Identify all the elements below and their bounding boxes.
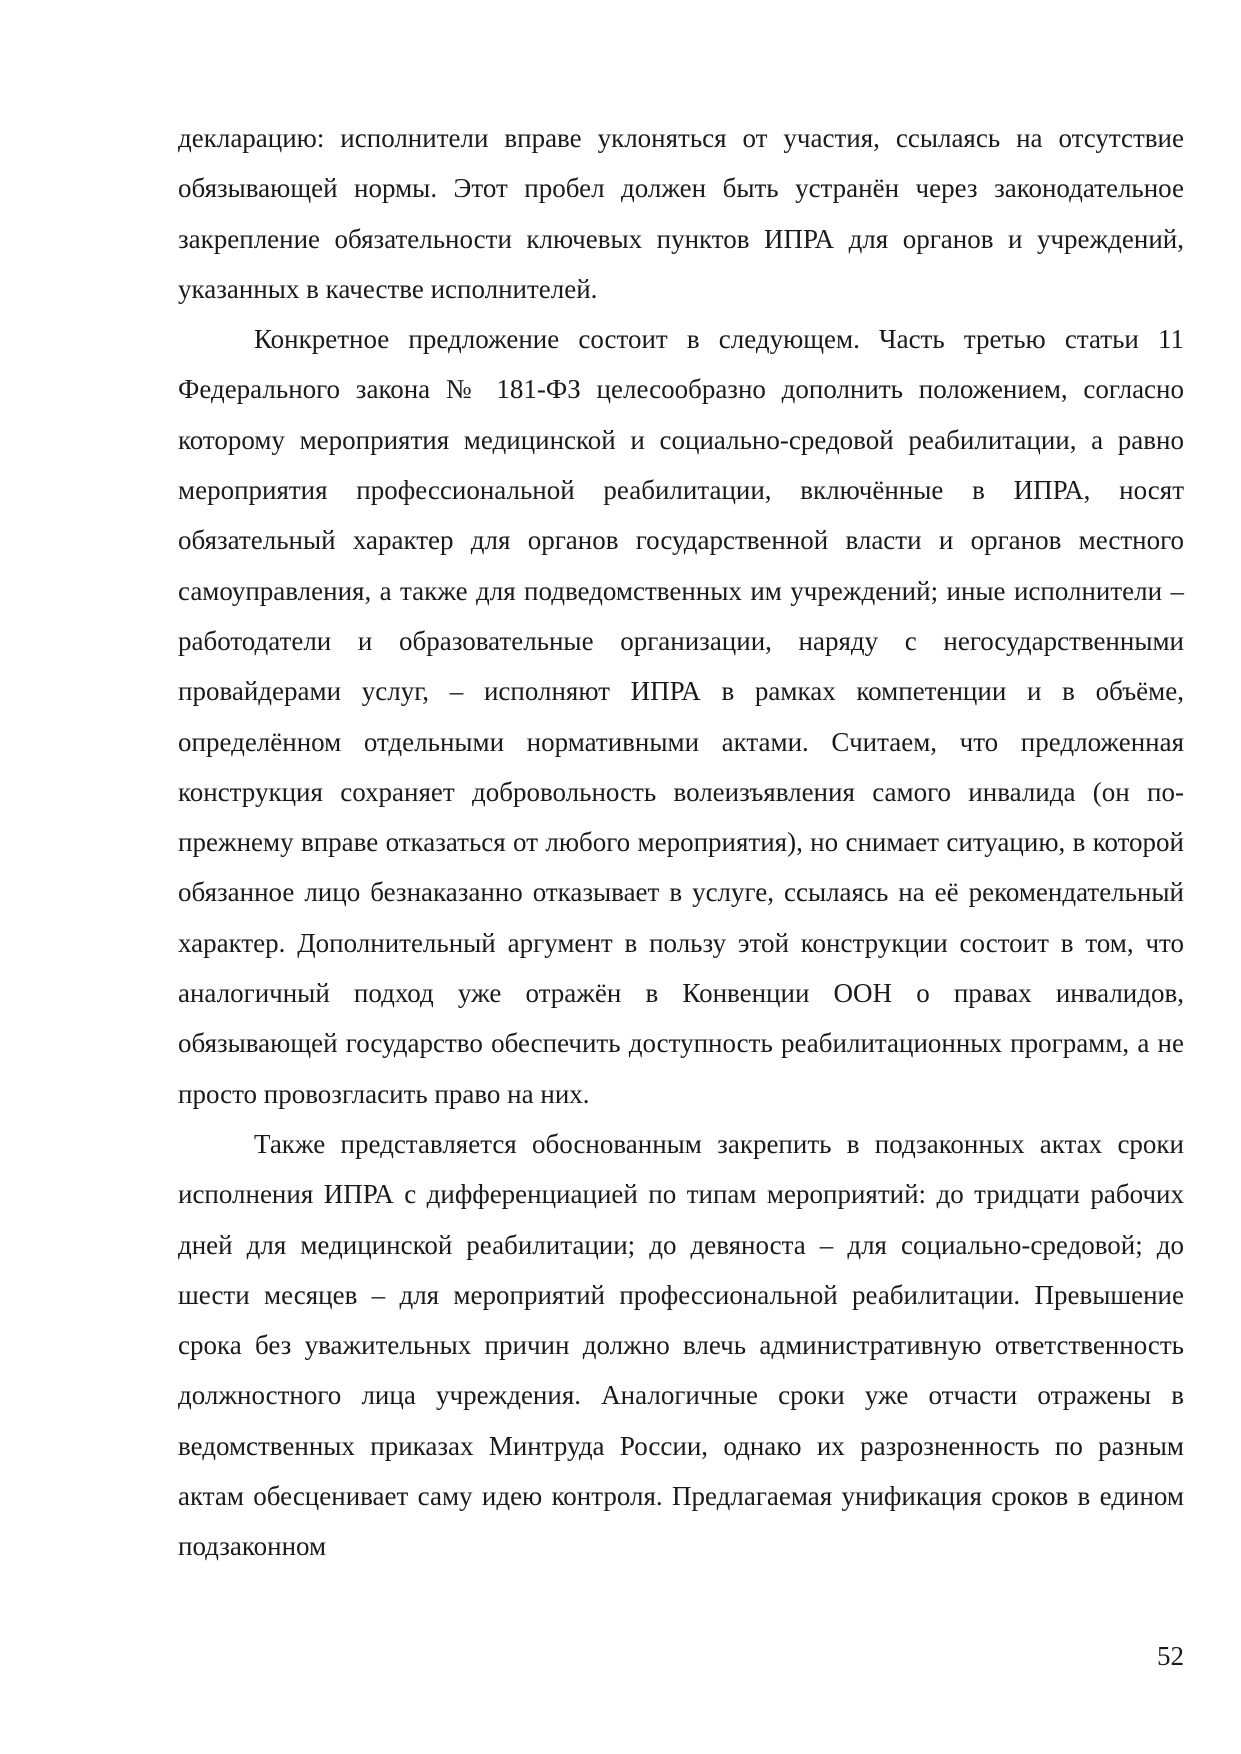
body-text [178,113,1184,1572]
page-number: 52 [1157,1641,1184,1671]
paragraph-1: декларацию: исполнители вправе уклоняться от участия, ссылаясь на отсутствие обязывающей нормы. Этот пробел должен быть устранён через законодательное закрепление обязательности ключевых пунктов ИПРА для органов и учреждений, указанных в качестве исполнителей. [178,123,1184,304]
paragraph-3: Также представляется обоснованным закрепить в подзаконных актах сроки исполнения ИПРА с дифференциацией по типам мероприятий: до тридцати рабочих дней для медицинской реабилитации; до девяноста – для социально-средовой; до шести месяцев – для мероприятий профессиональной реабилитации. Превышение срока без уважительных причин должно влечь административную ответственность должностного лица учреждения. Аналогичные сроки уже отчасти отражены в ведомственных приказах Минтруда России, однако их разрозненность по разным актам обесценивает саму идею контроля. Предлагаемая унификация сроков в едином подзаконном [178,1128,1184,1562]
paragraph-2: Конкретное предложение состоит в следующем. Часть третью статьи 11 Федерального закона № 181-ФЗ целесообразно дополнить положением, согласно которому мероприятия медицинской и социально-средовой реабилитации, а равно мероприятия профессиональной реабилитации, включённые в ИПРА, носят обязательный характер для органов государственной власти и органов местного самоуправления, а также для подведомственных им учреждений; иные исполнители – работодатели и образовательные организации, наряду с негосударственными провайдерами услуг, – исполняют ИПРА в рамках компетенции и в объёме, определённом отдельными нормативными актами. Считаем, что предложенная конструкция сохраняет добровольность волеизъявления самого инвалида (он по-прежнему вправе отказаться от любого мероприятия), но снимает ситуацию, в которой обязанное лицо безнаказанно отказывает в услуге, ссылаясь на её рекомендательный характер. Дополнительный аргумент в пользу этой конструкции состоит в том, что аналогичный подход уже отражён в Конвенции ООН о правах инвалидов, обязывающей государство обеспечить доступность реабилитационных программ, а не просто провозгласить право на них. [178,324,1184,1109]
